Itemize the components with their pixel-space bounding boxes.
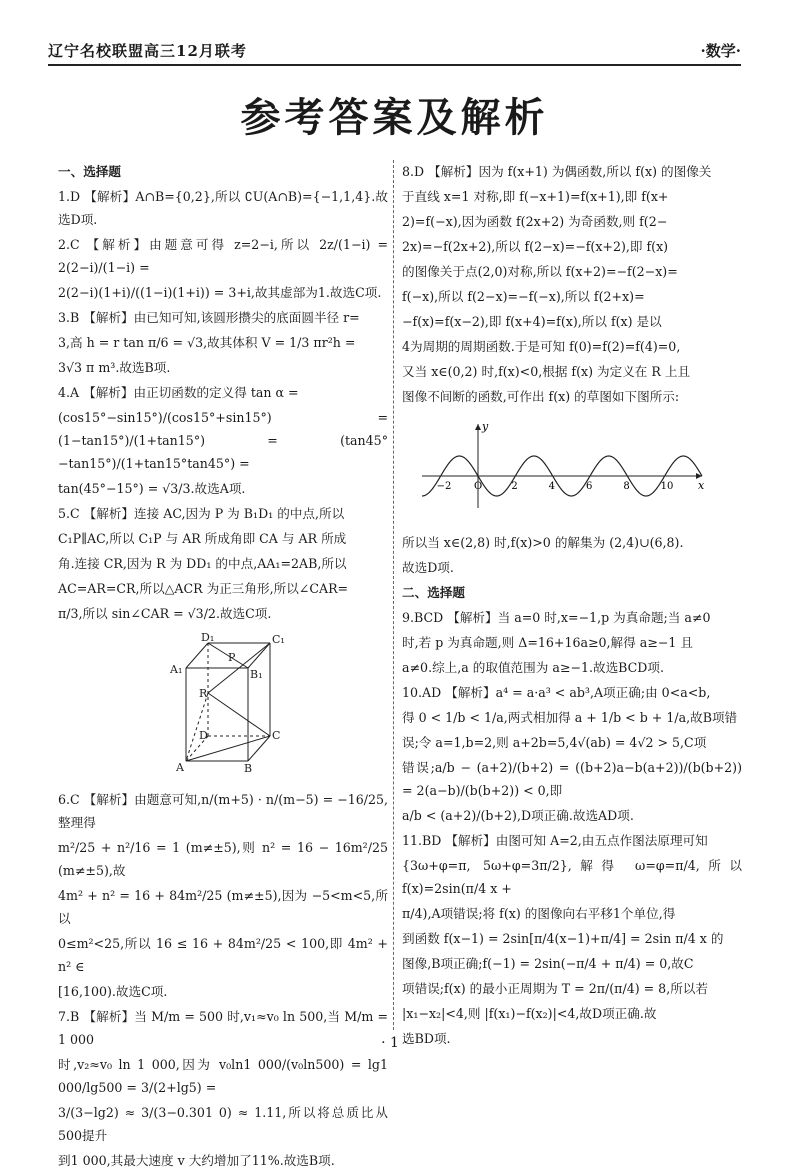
answer-q6-line1: 6.C 【解析】由题意可知,n/(m+5) · n/(m−5) = −16/25,整理得 — [58, 788, 388, 834]
y-axis-label: y — [481, 420, 489, 433]
answer-q8-line7: −f(x)=f(x−2),即 f(x+4)=f(x),所以 f(x) 是以 — [402, 310, 742, 333]
answer-q11-line8: 选BD项. — [402, 1027, 742, 1050]
y-axis-arrow — [475, 424, 481, 430]
answer-q11-line6: 项错误;f(x) 的最小正周期为 T = 2π/(π/4) = 8,所以若 — [402, 977, 742, 1000]
answer-q8-line5: 的图像关于点(2,0)对称,所以 f(x+2)=−f(2−x)= — [402, 260, 742, 283]
label-R: R — [199, 687, 208, 700]
answer-q5-line5: π/3,所以 sin∠CAR = √3/2.故选C项. — [58, 602, 388, 625]
page-number: · 1 · — [0, 1035, 789, 1051]
left-column — [58, 160, 388, 1174]
x-tick-label: 6 — [586, 481, 592, 492]
answer-q4-line1: 4.A 【解析】由正切函数的定义得 tan α = — [58, 381, 388, 404]
answer-q4-line3: tan(45°−15°) = √3/3.故选A项. — [58, 477, 388, 500]
answer-q5-line1: 5.C 【解析】连接 AC,因为 P 为 B₁D₁ 的中点,所以 — [58, 502, 388, 525]
answer-q7-line4: 到1 000,其最大速度 v 大约增加了11%.故选B项. — [58, 1149, 388, 1172]
label-D: D — [199, 729, 208, 742]
answer-q10-line3: 误;令 a=1,b=2,则 a+2b=5,4√(ab) = 4√2 > 5,C项 — [402, 731, 742, 754]
answer-q8-line12: 故选D项. — [402, 556, 742, 579]
section-heading-multi-choice: 二、选择题 — [402, 581, 742, 604]
answer-q10-line4: 错误;a/b − (a+2)/(b+2) = ((b+2)a−b(a+2))/(b(b+2)) = 2(a−b)/(b(b+2)) < 0,即 — [402, 756, 742, 802]
prism-figure — [58, 633, 388, 780]
answer-q10-line2: 得 0 < 1/b < 1/a,两式相加得 a + 1/b < b + 1/a,故B项错 — [402, 706, 742, 729]
answer-q8-line8: 4为周期的周期函数.于是可知 f(0)=f(2)=f(4)=0, — [402, 335, 742, 358]
exam-title: 辽宁名校联盟高三12月联考 — [48, 40, 247, 61]
answer-q10-line1: 10.AD 【解析】a⁴ = a·a³ < ab³,A项正确;由 0<a<b, — [402, 681, 742, 704]
label-A1: A₁ — [169, 663, 182, 676]
answer-q8-line11: 所以当 x∈(2,8) 时,f(x)>0 的解集为 (2,4)∪(6,8). — [402, 531, 742, 554]
answer-q8-line2: 于直线 x=1 对称,即 f(−x+1)=f(x+1),即 f(x+ — [402, 185, 742, 208]
answer-q5-line3: 角.连接 CR,因为 R 为 DD₁ 的中点,AA₁=2AB,所以 — [58, 552, 388, 575]
answer-q11-line7: |x₁−x₂|<4,则 |f(x₁)−f(x₂)|<4,故D项正确.故 — [402, 1002, 742, 1025]
answer-q7-line2: 时,v₂≈v₀ ln 1 000,因为 v₀ln1 000/(v₀ln500) = lg1 000/lg500 = 3/(2+lg5) = — [58, 1053, 388, 1099]
subject-label: ·数学· — [701, 40, 741, 61]
answer-q11-line1: 11.BD 【解析】由图可知 A=2,由五点作图法原理可知 — [402, 829, 742, 852]
label-C1: C₁ — [272, 633, 285, 646]
section-heading-choice: 一、选择题 — [58, 160, 388, 183]
function-graph — [402, 416, 742, 523]
answer-q9-line1: 9.BCD 【解析】当 a=0 时,x=−1,p 为真命题;当 a≠0 — [402, 606, 742, 629]
answer-q6-line5: [16,100).故选C项. — [58, 980, 388, 1003]
answer-q11-line5: 图像,B项正确;f(−1) = 2sin(−π/4 + π/4) = 0,故C — [402, 952, 742, 975]
answer-q11-line2: {3ω+φ=π, 5ω+φ=3π/2},解得 ω=φ=π/4,所以 f(x)=2sin(π/4 x + — [402, 854, 742, 900]
page-header — [48, 38, 741, 66]
right-column — [402, 160, 742, 1052]
label-C: C — [272, 729, 280, 742]
answer-q8-line6: f(−x),所以 f(2−x)=−f(−x),所以 f(2+x)= — [402, 285, 742, 308]
x-tick-label: 4 — [549, 481, 555, 492]
answer-q10-line5: a/b < (a+2)/(b+2),D项正确.故选AD项. — [402, 804, 742, 827]
answer-q3-line2: 3,高 h = r tan π/6 = √3,故其体积 V = 1/3 πr²h = — [58, 331, 388, 354]
answer-q2-line2: 2(2−i)(1+i)/((1−i)(1+i)) = 3+i,故其虚部为1.故选C项. — [58, 281, 388, 304]
answer-q6-line3: 4m² + n² = 16 + 84m²/25 (m≠±5),因为 −5<m<5,所以 — [58, 884, 388, 930]
x-axis-label: x — [698, 479, 705, 492]
x-tick-label: −2 — [437, 481, 452, 492]
label-P: P — [228, 651, 236, 664]
x-tick-label: 10 — [661, 481, 674, 492]
answer-q2-line1: 2.C 【解析】由题意可得 z=2−i,所以 2z/(1−i) = 2(2−i)/(1−i) = — [58, 233, 388, 279]
answer-q6-line4: 0≤m²<25,所以 16 ≤ 16 + 84m²/25 < 100,即 4m² + n² ∈ — [58, 932, 388, 978]
answer-q3-line3: 3√3 π m³.故选B项. — [58, 356, 388, 379]
label-B1: B₁ — [250, 668, 263, 681]
x-tick-label: 8 — [623, 481, 629, 492]
answer-q11-line4: 到函数 f(x−1) = 2sin[π/4(x−1)+π/4] = 2sin π/4 x 的 — [402, 927, 742, 950]
answer-q5-line4: AC=AR=CR,所以△ACR 为正三角形,所以∠CAR= — [58, 577, 388, 600]
x-tick-label: 2 — [511, 481, 517, 492]
answer-q8-line1: 8.D 【解析】因为 f(x+1) 为偶函数,所以 f(x) 的图像关 — [402, 160, 742, 183]
answer-q8-line3: 2)=f(−x),因为函数 f(2x+2) 为奇函数,则 f(2− — [402, 210, 742, 233]
answer-q8-line4: 2x)=−f(2x+2),所以 f(2−x)=−f(x+2),即 f(x) — [402, 235, 742, 258]
answer-q7-line1: 7.B 【解析】当 M/m = 500 时,v₁≈v₀ ln 500,当 M/m = 1 000 — [58, 1005, 388, 1051]
label-B: B — [244, 762, 252, 773]
page-title: 参考答案及解析 — [0, 86, 789, 143]
answer-q8-line10: 图像不间断的函数,可作出 f(x) 的草图如下图所示: — [402, 385, 742, 408]
answer-q7-line3: 3/(3−lg2) ≈ 3/(3−0.301 0) ≈ 1.11,所以将总质比从500提升 — [58, 1101, 388, 1147]
label-A: A — [175, 761, 185, 773]
answer-q9-line2: 时,若 p 为真命题,则 Δ=16+16a≥0,解得 a≥−1 且 — [402, 631, 742, 654]
answer-q9-line3: a≠0.综上,a 的取值范围为 a≥−1.故选BCD项. — [402, 656, 742, 679]
answer-q3-line1: 3.B 【解析】由已知可知,该圆形攒尖的底面圆半径 r= — [58, 306, 388, 329]
answer-q5-line2: C₁P∥AC,所以 C₁P 与 AR 所成角即 CA 与 AR 所成 — [58, 527, 388, 550]
answer-q6-line2: m²/25 + n²/16 = 1 (m≠±5),则 n² = 16 − 16m²/25 (m≠±5),故 — [58, 836, 388, 882]
x-tick-label: O — [474, 481, 482, 492]
answer-q4-line2: (cos15°−sin15°)/(cos15°+sin15°) = (1−tan15°)/(1+tan15°) = (tan45°−tan15°)/(1+tan15°tan45°) = — [58, 406, 388, 475]
answer-q1: 1.D 【解析】A∩B={0,2},所以 ∁U(A∩B)={−1,1,4}.故选D项. — [58, 185, 388, 231]
label-D1: D₁ — [201, 633, 214, 644]
column-divider — [393, 160, 394, 1030]
answer-q11-line3: π/4),A项错误;将 f(x) 的图像向右平移1个单位,得 — [402, 902, 742, 925]
answer-q8-line9: 又当 x∈(0,2) 时,f(x)<0,根据 f(x) 为定义在 R 上且 — [402, 360, 742, 383]
